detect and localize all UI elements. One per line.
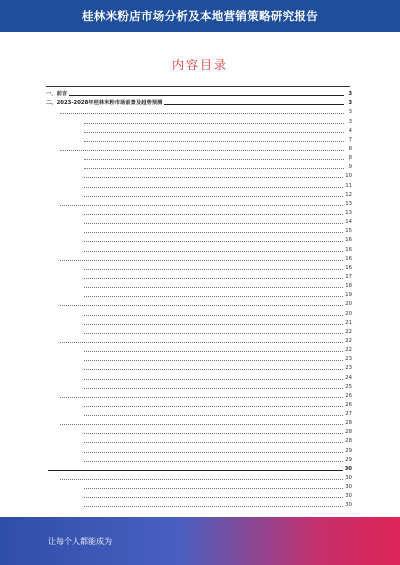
toc-page-number: 28 [345, 438, 352, 445]
toc-leader-dots [84, 415, 343, 416]
toc-page-number: 16 [345, 237, 352, 244]
toc-leader-dots [48, 470, 343, 471]
toc-page-number: 29 [345, 456, 352, 463]
toc-leader-dots [84, 251, 343, 252]
toc-page-number: 8 [348, 155, 352, 162]
toc-entry[interactable] [46, 399, 352, 408]
toc-leader-dots [84, 461, 343, 462]
toc-entry[interactable] [46, 472, 352, 481]
toc-leader-dots [84, 433, 343, 434]
toc-page-number: 3 [348, 109, 352, 116]
toc-page-number: 26 [345, 392, 352, 399]
toc-leader-dots [60, 305, 343, 306]
toc-entry[interactable] [46, 170, 352, 179]
toc-entry[interactable] [46, 179, 352, 188]
toc-entry[interactable] [46, 234, 352, 243]
toc-entry-label: 一、前言 [46, 91, 68, 98]
toc-leader-dots [60, 479, 343, 480]
toc-page-number: 16 [345, 246, 352, 253]
toc-leader-dots [84, 296, 343, 297]
toc-page-number: 4 [348, 127, 352, 134]
toc-page-number: 29 [345, 447, 352, 454]
toc-page-number: 3 [348, 91, 352, 98]
toc-leader-dots [84, 506, 343, 507]
toc-page-number: 10 [345, 173, 352, 180]
toc-entry[interactable] [46, 317, 352, 326]
toc-entry[interactable] [46, 344, 352, 353]
toc-leader-dots [84, 269, 343, 270]
toc-leader-dots [84, 315, 343, 316]
toc-leader-dots [84, 159, 344, 160]
toc-leader-dots [84, 232, 343, 233]
toc-page-number: 16 [345, 255, 352, 262]
toc-page-number: 30 [345, 493, 352, 500]
footer-banner [0, 517, 400, 565]
toc-entry[interactable] [46, 381, 352, 390]
toc-leader-dots [84, 214, 343, 215]
toc-entry[interactable] [46, 408, 352, 417]
toc-page-number: 20 [345, 310, 352, 317]
toc-page-number: 15 [345, 228, 352, 235]
toc-entry[interactable] [46, 298, 352, 307]
toc-page-number: 17 [345, 273, 352, 280]
toc-leader-dots [84, 388, 343, 389]
toc-page-number: 16 [345, 264, 352, 271]
report-header-bar [0, 0, 400, 32]
toc-leader-dots [84, 324, 343, 325]
toc-page-number: 22 [345, 347, 352, 354]
toc-leader-dots [60, 260, 343, 261]
toc-leader-dots [84, 369, 343, 370]
toc-leader-dots [60, 113, 344, 114]
toc-entry[interactable] [46, 463, 352, 472]
toc-entry[interactable] [46, 198, 352, 207]
toc-entry[interactable] [46, 225, 352, 234]
toc-entry[interactable] [46, 444, 352, 453]
toc-entry[interactable] [46, 390, 352, 399]
toc-entry[interactable] [46, 115, 352, 124]
toc-page-number: 22 [345, 328, 352, 335]
toc-page-number: 30 [345, 502, 352, 509]
toc-leader-dots [84, 488, 343, 489]
toc-page-number: 21 [345, 319, 352, 326]
toc-leader-dots [60, 342, 343, 343]
toc-page-number: 8 [348, 145, 352, 152]
toc-leader-dots [84, 223, 343, 224]
toc-leader-dots [84, 287, 343, 288]
toc-entry[interactable] [46, 435, 352, 444]
toc-top-divider [46, 86, 350, 87]
toc-page-number: 22 [345, 337, 352, 344]
toc-page-number: 3 [348, 118, 352, 125]
toc-leader-dots [60, 205, 343, 206]
toc-entry[interactable] [46, 189, 352, 198]
toc-entry[interactable] [46, 106, 352, 115]
toc-entry-label: 二、2023-2028年桂林米粉市场前景及趋势预测 [46, 100, 163, 107]
toc-page-number: 13 [345, 209, 352, 216]
toc-leader-dots [84, 278, 343, 279]
toc-page-number: 27 [345, 411, 352, 418]
toc-leader-dots [84, 442, 343, 443]
toc-page-number: 24 [345, 374, 352, 381]
toc-page-number: 30 [345, 484, 352, 491]
toc-leader-dots [60, 150, 344, 151]
toc-page-number: 28 [345, 420, 352, 427]
toc-entry[interactable] [46, 307, 352, 316]
toc-entry[interactable] [46, 417, 352, 426]
toc-leader-dots [84, 241, 343, 242]
report-title: 桂林米粉店市场分析及本地营销策略研究报告 [82, 9, 318, 23]
toc-entry[interactable] [46, 125, 352, 134]
toc-page-number: 18 [345, 283, 352, 290]
toc-page-number: 26 [345, 401, 352, 408]
footer-slogan: 让每个人都能成为 [48, 536, 112, 546]
toc-page-number: 25 [345, 383, 352, 390]
toc-page-number: 14 [345, 219, 352, 226]
toc-entry[interactable] [46, 326, 352, 335]
toc-leader-dots [84, 379, 343, 380]
toc-entry[interactable] [46, 97, 352, 106]
toc-leader-dots [84, 141, 344, 142]
toc-page-number: 19 [345, 292, 352, 299]
toc-page-number: 13 [345, 200, 352, 207]
toc-entry[interactable] [46, 207, 352, 216]
toc-entry[interactable] [46, 143, 352, 152]
toc-leader-dots [84, 351, 343, 352]
toc-leader-dots [84, 132, 344, 133]
toc-entry[interactable] [46, 262, 352, 271]
toc-page-number: 30 [344, 465, 352, 472]
toc-leader-dots [84, 196, 343, 197]
table-of-contents [46, 88, 352, 508]
toc-page-number: 12 [345, 191, 352, 198]
toc-leader-dots [60, 424, 343, 425]
toc-page-number: 23 [345, 365, 352, 372]
toc-page-number: 11 [345, 182, 352, 189]
toc-page-number: 3 [348, 100, 352, 107]
toc-page-number: 20 [345, 301, 352, 308]
toc-entry[interactable] [46, 289, 352, 298]
toc-leader-dots [69, 95, 344, 96]
toc-entry[interactable] [46, 280, 352, 289]
toc-leader-dots [164, 104, 344, 105]
toc-entry[interactable] [46, 161, 352, 170]
toc-leader-dots [84, 168, 344, 169]
toc-page-number: 30 [345, 475, 352, 482]
toc-leader-dots [84, 406, 343, 407]
toc-leader-dots [84, 123, 344, 124]
toc-entry[interactable] [46, 216, 352, 225]
toc-entry[interactable] [46, 88, 352, 97]
toc-leader-dots [60, 397, 343, 398]
toc-entry[interactable] [46, 490, 352, 499]
toc-page-number: 23 [345, 356, 352, 363]
toc-heading: 内容目录 [171, 58, 228, 72]
toc-entry[interactable] [46, 362, 352, 371]
toc-entry[interactable] [46, 499, 352, 508]
toc-entry[interactable] [46, 353, 352, 362]
toc-leader-dots [84, 333, 343, 334]
toc-page-number: 28 [345, 429, 352, 436]
toc-leader-dots [84, 177, 343, 178]
toc-page-number: 9 [348, 164, 352, 171]
toc-entry[interactable] [46, 481, 352, 490]
toc-entry[interactable] [46, 335, 352, 344]
toc-entry[interactable] [46, 152, 352, 161]
toc-page-number: 7 [348, 136, 352, 143]
toc-entry[interactable] [46, 271, 352, 280]
toc-entry[interactable] [46, 426, 352, 435]
toc-entry[interactable] [46, 134, 352, 143]
toc-leader-dots [84, 360, 343, 361]
toc-leader-dots [84, 452, 343, 453]
toc-leader-dots [84, 497, 343, 498]
toc-entry[interactable] [46, 454, 352, 463]
toc-leader-dots [84, 187, 343, 188]
toc-entry[interactable] [46, 371, 352, 380]
toc-entry[interactable] [46, 253, 352, 262]
toc-entry[interactable] [46, 243, 352, 252]
